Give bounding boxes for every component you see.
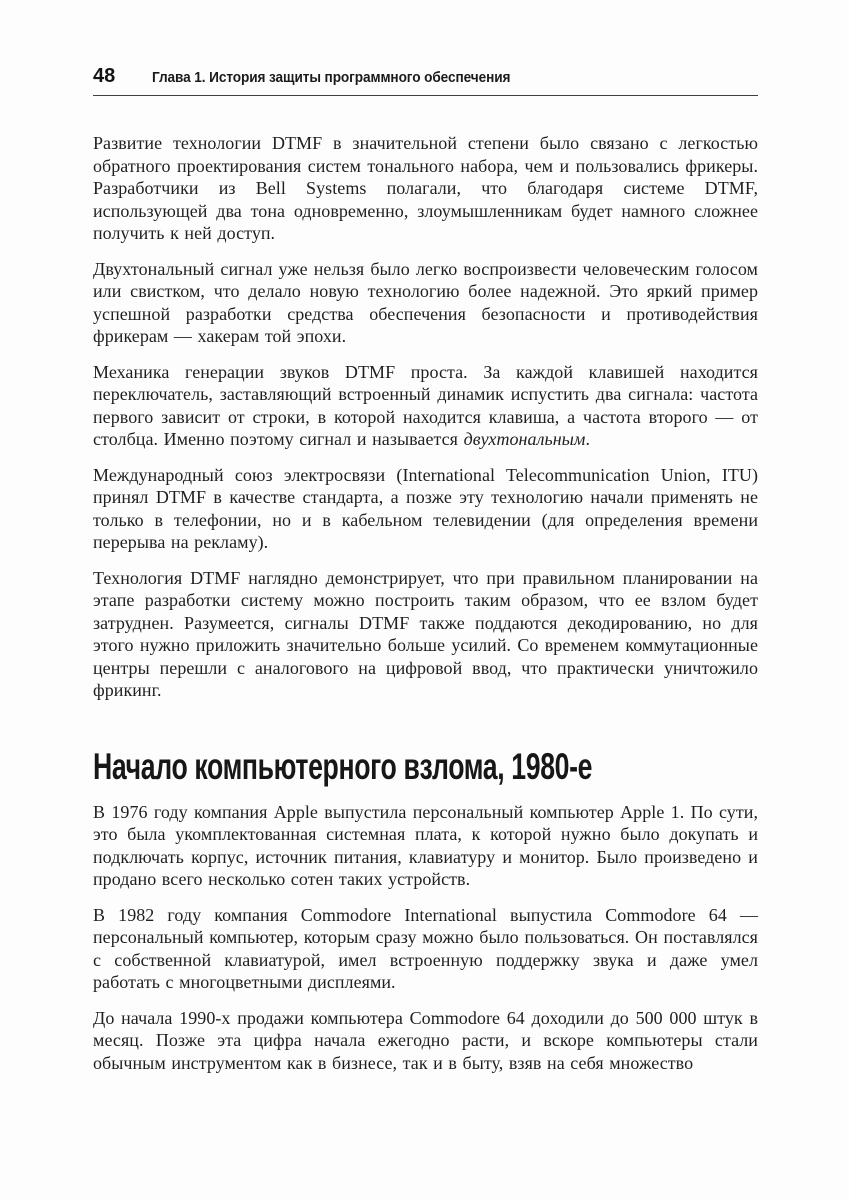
paragraph-dtmf-5: Технология DTMF наглядно демонстрирует, что при правильном планировании на этапе разработки систему можно построить таким образом, что ее взлом будет затруднен. Разумеется, сигналы DTMF также поддаются декодированию, но для этого нужно приложить значительно больше усилий. Со временем коммутационные центры перешли с аналогового на цифровой ввод, что практически уничтожило фрикинг. xyxy=(93,567,758,700)
paragraph-1980s-2: В 1982 году компания Commodore International выпустила Commodore 64 — персональный компьютер, которым сразу можно было пользоваться. Он поставлялся с собственной клавиатурой, имел встроенную поддержку звука и даже умел работать с многоцветными дисплеями. xyxy=(93,904,758,992)
page-number: 48 xyxy=(93,65,116,87)
running-title: Глава 1. История защиты программного обеспечения xyxy=(152,70,511,86)
paragraph-dtmf-3-period: . xyxy=(585,429,591,449)
paragraph-dtmf-1: Развитие технологии DTMF в значительной степени было связано с легкостью обратного проектирования систем тонального набора, чем и пользовались фрикеры. Разработчики из Bell Systems полагали, что благодаря системе DTMF, использующей два тона одновременно, злоумышленникам будет намного сложнее получить к ней доступ. xyxy=(93,133,758,243)
section-heading-1980s: Начало компьютерного взлома, 1980-е xyxy=(93,745,593,787)
paragraph-dtmf-4: Международный союз электросвязи (International Telecommunication Union, ITU) принял DTMF в качестве стандарта, а позже эту технологию начали применять не только в телефонии, но и в кабельном телевидении (для определения времени перерыва на рекламу). xyxy=(93,464,758,552)
header-rule xyxy=(93,95,758,96)
page-body xyxy=(93,132,758,1074)
paragraph-1980s-3: До начала 1990-х продажи компьютера Commodore 64 доходили до 500 000 штук в месяц. Позже эта цифра начала ежегодно расти, и вскоре компьютеры стали обычным инструментом как в бизнесе, так и в быту, взяв на себя множество xyxy=(93,1007,758,1073)
paragraph-dtmf-2: Двухтональный сигнал уже нельзя было легко воспроизвести человеческим голосом или свистком, что делало новую технологию более надежной. Это яркий пример успешной разработки средства обеспечения безопасности и противодействия фрикерам — хакерам той эпохи. xyxy=(93,258,758,346)
paragraph-1980s-1: В 1976 году компания Apple выпустила персональный компьютер Apple 1. По сути, это была укомплектованная системная плата, к которой нужно было докупать и подключать корпус, источник питания, клавиатуру и монитор. Было произведено и продано всего несколько сотен таких устройств. xyxy=(93,801,758,889)
paragraph-dtmf-3 xyxy=(93,361,758,451)
italic-term: двухтональным xyxy=(463,429,586,449)
page-header xyxy=(93,0,758,88)
paragraph-dtmf-3-text: Механика генерации звуков DTMF проста. За каждой клавишей находится переключатель, заставляющий встроенный динамик испустить два сигнала: частота первого зависит от строки, в которой находится клавиша, а частота второго — от столбца. Именно поэтому сигнал и называется xyxy=(93,361,758,449)
